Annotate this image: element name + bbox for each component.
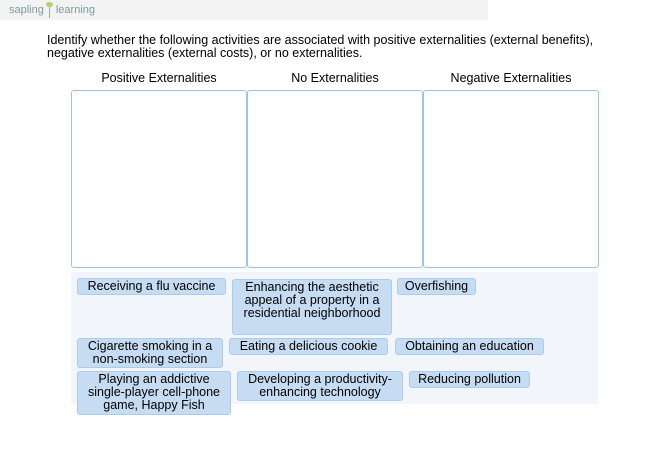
header-no-externalities: No Externalities (291, 71, 379, 85)
card-obtaining-education[interactable]: Obtaining an education (395, 338, 544, 355)
header-negative-externalities: Negative Externalities (450, 71, 572, 85)
sprout-icon (45, 2, 55, 18)
card-enhancing-aesthetic-appeal[interactable]: Enhancing the aesthetic appeal of a property in a residential neighborhood (232, 279, 392, 335)
logo-text-sapling: sapling (9, 4, 44, 16)
drop-zone-negative-externalities[interactable] (423, 90, 599, 268)
card-playing-addictive-game[interactable]: Playing an addictive single-player cell-phone game, Happy Fish (77, 371, 231, 415)
question-line-2: negative externalities (external costs), or no externalities. (47, 46, 363, 60)
logo-text-learning: learning (55, 4, 95, 16)
drop-zone-positive-externalities[interactable] (71, 90, 247, 268)
drop-zone-no-externalities[interactable] (247, 90, 423, 268)
card-eating-cookie[interactable]: Eating a delicious cookie (229, 338, 388, 355)
card-cigarette-smoking[interactable]: Cigarette smoking in a non-smoking section (77, 338, 223, 368)
card-developing-technology[interactable]: Developing a productivity-enhancing technology (237, 371, 403, 401)
question-line-1: Identify whether the following activities are associated with positive externalities (external benefits), (47, 33, 594, 47)
card-reducing-pollution[interactable]: Reducing pollution (409, 371, 530, 388)
header-positive-externalities: Positive Externalities (101, 71, 217, 85)
sapling-learning-logo (9, 2, 95, 18)
question-prompt (47, 34, 647, 60)
top-bar (0, 0, 488, 20)
card-receiving-flu-vaccine[interactable]: Receiving a flu vaccine (77, 278, 226, 295)
card-overfishing[interactable]: Overfishing (397, 278, 476, 295)
